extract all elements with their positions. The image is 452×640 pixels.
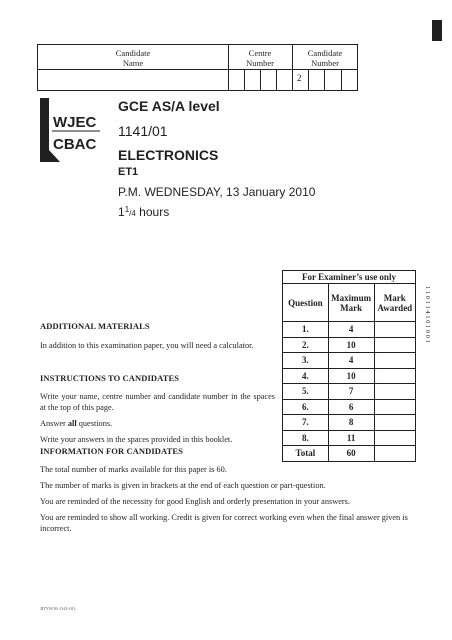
candidate-details-box xyxy=(37,44,358,91)
table-row: 6. 6 xyxy=(283,399,416,415)
additional-materials-text: In addition to this examination paper, you will need a calculator. xyxy=(40,341,254,350)
information-line-2: The number of marks is given in brackets at the end of each question or part-question. xyxy=(40,481,326,490)
table-row: 4. 10 xyxy=(283,368,416,384)
unit-code: ET1 xyxy=(118,166,139,178)
prefilled-digit: 2 xyxy=(297,73,302,83)
table-row: 2. 10 xyxy=(283,337,416,353)
exam-duration: 11/4 hours xyxy=(118,205,170,219)
mark-awarded-cell[interactable] xyxy=(374,399,415,415)
candidate-number-header: Candidate Number xyxy=(307,48,343,68)
instructions-line-1: Write your name, centre number and candidate number in the spaces at the top of this page. xyxy=(40,392,275,412)
table-row: 8. 11 xyxy=(283,430,416,446)
paper-code: 1141/01 xyxy=(118,123,168,139)
instructions-line-3: Write your answers in the spaces provided in this booklet. xyxy=(40,435,233,444)
examiner-marks-table xyxy=(282,270,416,462)
mark-awarded-cell[interactable] xyxy=(374,384,415,400)
svg-text:CBAC: CBAC xyxy=(53,136,97,153)
examiner-table-title: For Examiner’s use only xyxy=(283,271,416,284)
table-row: 5. 7 xyxy=(283,384,416,400)
mark-awarded-cell[interactable] xyxy=(374,430,415,446)
information-line-3: You are reminded of the necessity for good English and orderly presentation in your answers. xyxy=(40,497,350,506)
mark-awarded-cell[interactable] xyxy=(374,337,415,353)
col-max-header: Maximum Mark xyxy=(328,284,374,322)
table-row-total: Total 60 xyxy=(283,446,416,462)
side-barcode-text: 1 1 0 1 1 4 1 0 1 0 0 1 xyxy=(424,286,431,343)
corner-registration-mark xyxy=(432,20,442,41)
mark-awarded-cell[interactable] xyxy=(374,322,415,338)
instructions-heading: INSTRUCTIONS TO CANDIDATES xyxy=(40,373,180,383)
additional-materials-section xyxy=(40,321,275,351)
instructions-line-2: Answer all questions. xyxy=(40,419,113,428)
qualification-title: GCE AS/A level xyxy=(118,98,220,114)
subject-title: ELECTRONICS xyxy=(118,147,219,163)
centre-number-header: Centre Number xyxy=(246,48,274,68)
wjec-cbac-logo xyxy=(40,98,102,162)
candidate-name-header: Candidate Name xyxy=(115,48,151,68)
exam-session: P.M. WEDNESDAY, 13 January 2010 xyxy=(118,185,316,199)
mark-awarded-cell[interactable] xyxy=(374,353,415,369)
instructions-section xyxy=(40,373,275,445)
col-awarded-header: Mark Awarded xyxy=(374,284,415,322)
table-row: 1. 4 xyxy=(283,322,416,338)
additional-materials-heading: ADDITIONAL MATERIALS xyxy=(40,321,150,331)
information-line-1: The total number of marks available for this paper is 60. xyxy=(40,465,227,474)
footer-code: JD*(W10-1141-01) xyxy=(40,606,76,611)
col-question-header: Question xyxy=(283,284,329,322)
mark-awarded-cell[interactable] xyxy=(374,415,415,431)
candidate-name-field[interactable] xyxy=(38,70,227,91)
information-line-4: You are reminded to show all working. Credit is given for correct working even when the final answer given is incorrect. xyxy=(40,513,408,533)
table-row: 3. 4 xyxy=(283,353,416,369)
information-heading: INFORMATION FOR CANDIDATES xyxy=(40,446,184,456)
svg-text:WJEC: WJEC xyxy=(53,114,97,131)
table-row: 7. 8 xyxy=(283,415,416,431)
mark-awarded-cell[interactable] xyxy=(374,368,415,384)
information-section xyxy=(40,446,415,534)
